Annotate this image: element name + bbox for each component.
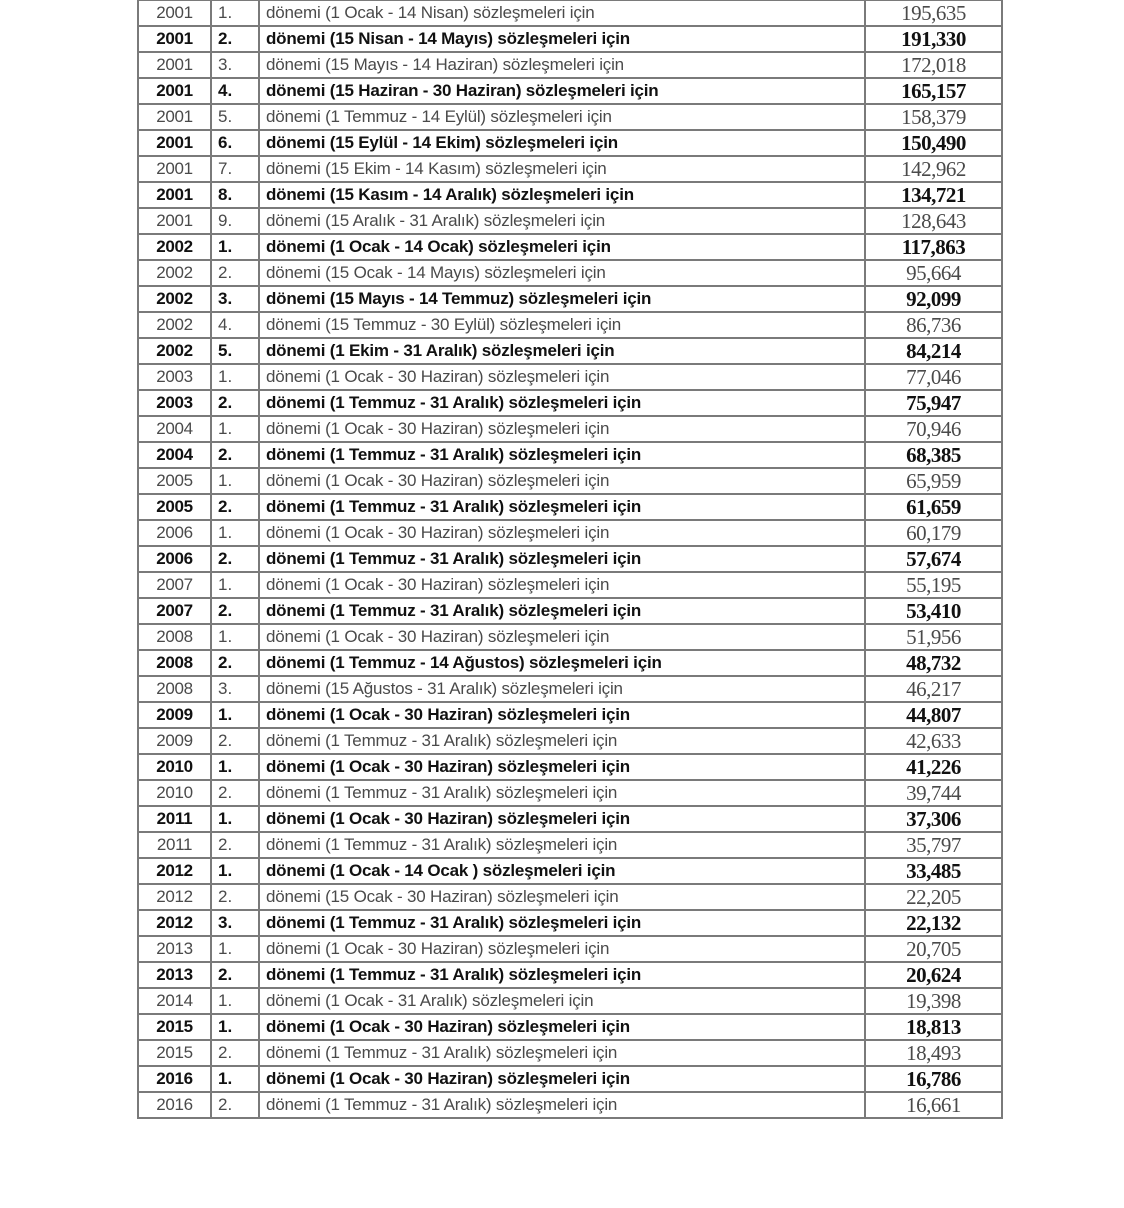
period-description-cell: dönemi (1 Temmuz - 31 Aralık) sözleşmeleri için <box>259 390 865 416</box>
period-description-cell: dönemi (15 Temmuz - 30 Eylül) sözleşmeleri için <box>259 312 865 338</box>
year-cell: 2008 <box>138 650 211 676</box>
year-cell: 2001 <box>138 0 211 26</box>
table-row <box>138 1014 1002 1040</box>
period-number-cell: 2. <box>211 546 259 572</box>
table-row <box>138 182 1002 208</box>
year-cell: 2010 <box>138 780 211 806</box>
period-number-cell: 1. <box>211 364 259 390</box>
value-cell: 165,157 <box>865 78 1002 104</box>
year-cell: 2001 <box>138 26 211 52</box>
year-cell: 2001 <box>138 78 211 104</box>
value-cell: 70,946 <box>865 416 1002 442</box>
period-number-cell: 1. <box>211 754 259 780</box>
period-number-cell: 1. <box>211 624 259 650</box>
table-row <box>138 494 1002 520</box>
table-row <box>138 546 1002 572</box>
period-number-cell: 1. <box>211 572 259 598</box>
year-cell: 2001 <box>138 130 211 156</box>
period-description-cell: dönemi (15 Eylül - 14 Ekim) sözleşmeleri için <box>259 130 865 156</box>
period-description-cell: dönemi (1 Temmuz - 14 Ağustos) sözleşmeleri için <box>259 650 865 676</box>
period-description-cell: dönemi (15 Mayıs - 14 Haziran) sözleşmeleri için <box>259 52 865 78</box>
value-cell: 150,490 <box>865 130 1002 156</box>
period-number-cell: 2. <box>211 598 259 624</box>
year-cell: 2001 <box>138 52 211 78</box>
table-row <box>138 858 1002 884</box>
year-cell: 2011 <box>138 806 211 832</box>
value-cell: 41,226 <box>865 754 1002 780</box>
value-cell: 19,398 <box>865 988 1002 1014</box>
year-cell: 2005 <box>138 494 211 520</box>
value-cell: 95,664 <box>865 260 1002 286</box>
period-description-cell: dönemi (1 Ocak - 14 Nisan) sözleşmeleri için <box>259 0 865 26</box>
period-description-cell: dönemi (1 Temmuz - 31 Aralık) sözleşmeleri için <box>259 780 865 806</box>
period-number-cell: 2. <box>211 650 259 676</box>
table-row <box>138 26 1002 52</box>
table-row <box>138 988 1002 1014</box>
period-number-cell: 3. <box>211 676 259 702</box>
value-cell: 39,744 <box>865 780 1002 806</box>
table-row <box>138 650 1002 676</box>
value-cell: 191,330 <box>865 26 1002 52</box>
period-description-cell: dönemi (15 Kasım - 14 Aralık) sözleşmeleri için <box>259 182 865 208</box>
value-cell: 22,205 <box>865 884 1002 910</box>
period-number-cell: 1. <box>211 0 259 26</box>
table-row <box>138 624 1002 650</box>
table-row <box>138 416 1002 442</box>
period-number-cell: 4. <box>211 78 259 104</box>
table-row <box>138 260 1002 286</box>
year-cell: 2015 <box>138 1014 211 1040</box>
value-cell: 44,807 <box>865 702 1002 728</box>
year-cell: 2002 <box>138 312 211 338</box>
year-cell: 2002 <box>138 338 211 364</box>
period-description-cell: dönemi (1 Temmuz - 14 Eylül) sözleşmeleri için <box>259 104 865 130</box>
period-number-cell: 5. <box>211 338 259 364</box>
period-number-cell: 1. <box>211 520 259 546</box>
table-row <box>138 390 1002 416</box>
period-number-cell: 7. <box>211 156 259 182</box>
table-row <box>138 468 1002 494</box>
year-cell: 2004 <box>138 416 211 442</box>
year-cell: 2009 <box>138 728 211 754</box>
period-number-cell: 3. <box>211 286 259 312</box>
period-description-cell: dönemi (1 Temmuz - 31 Aralık) sözleşmeleri için <box>259 546 865 572</box>
period-description-cell: dönemi (1 Temmuz - 31 Aralık) sözleşmeleri için <box>259 728 865 754</box>
rate-table <box>137 0 1003 1119</box>
table-row <box>138 780 1002 806</box>
period-description-cell: dönemi (1 Temmuz - 31 Aralık) sözleşmeleri için <box>259 598 865 624</box>
table-row <box>138 884 1002 910</box>
table-row <box>138 442 1002 468</box>
period-description-cell: dönemi (1 Temmuz - 31 Aralık) sözleşmeleri için <box>259 962 865 988</box>
table-row <box>138 832 1002 858</box>
period-description-cell: dönemi (1 Ocak - 30 Haziran) sözleşmeleri için <box>259 364 865 390</box>
period-number-cell: 5. <box>211 104 259 130</box>
period-description-cell: dönemi (1 Ocak - 14 Ocak ) sözleşmeleri için <box>259 858 865 884</box>
period-number-cell: 2. <box>211 1040 259 1066</box>
table-row <box>138 338 1002 364</box>
period-description-cell: dönemi (1 Temmuz - 31 Aralık) sözleşmeleri için <box>259 910 865 936</box>
value-cell: 20,624 <box>865 962 1002 988</box>
period-number-cell: 2. <box>211 494 259 520</box>
period-description-cell: dönemi (15 Ekim - 14 Kasım) sözleşmeleri için <box>259 156 865 182</box>
period-description-cell: dönemi (15 Mayıs - 14 Temmuz) sözleşmeleri için <box>259 286 865 312</box>
table-row <box>138 676 1002 702</box>
value-cell: 55,195 <box>865 572 1002 598</box>
year-cell: 2011 <box>138 832 211 858</box>
scanned-document <box>137 0 988 1119</box>
value-cell: 65,959 <box>865 468 1002 494</box>
period-description-cell: dönemi (15 Ağustos - 31 Aralık) sözleşmeleri için <box>259 676 865 702</box>
year-cell: 2012 <box>138 910 211 936</box>
period-number-cell: 8. <box>211 182 259 208</box>
year-cell: 2002 <box>138 260 211 286</box>
value-cell: 61,659 <box>865 494 1002 520</box>
period-number-cell: 2. <box>211 390 259 416</box>
period-description-cell: dönemi (1 Temmuz - 31 Aralık) sözleşmeleri için <box>259 1092 865 1118</box>
value-cell: 20,705 <box>865 936 1002 962</box>
period-number-cell: 1. <box>211 988 259 1014</box>
period-number-cell: 1. <box>211 234 259 260</box>
year-cell: 2001 <box>138 104 211 130</box>
year-cell: 2012 <box>138 858 211 884</box>
value-cell: 22,132 <box>865 910 1002 936</box>
table-row <box>138 1092 1002 1118</box>
period-number-cell: 2. <box>211 1092 259 1118</box>
table-row <box>138 754 1002 780</box>
table-row <box>138 572 1002 598</box>
table-row <box>138 130 1002 156</box>
year-cell: 2007 <box>138 572 211 598</box>
year-cell: 2002 <box>138 234 211 260</box>
value-cell: 134,721 <box>865 182 1002 208</box>
year-cell: 2015 <box>138 1040 211 1066</box>
period-description-cell: dönemi (1 Ocak - 30 Haziran) sözleşmeleri için <box>259 468 865 494</box>
period-description-cell: dönemi (1 Ocak - 30 Haziran) sözleşmeleri için <box>259 1066 865 1092</box>
year-cell: 2005 <box>138 468 211 494</box>
value-cell: 18,493 <box>865 1040 1002 1066</box>
year-cell: 2006 <box>138 546 211 572</box>
period-description-cell: dönemi (1 Ocak - 30 Haziran) sözleşmeleri için <box>259 624 865 650</box>
value-cell: 48,732 <box>865 650 1002 676</box>
period-number-cell: 1. <box>211 858 259 884</box>
year-cell: 2007 <box>138 598 211 624</box>
period-number-cell: 1. <box>211 1066 259 1092</box>
year-cell: 2001 <box>138 208 211 234</box>
period-description-cell: dönemi (1 Temmuz - 31 Aralık) sözleşmeleri için <box>259 442 865 468</box>
table-row <box>138 1040 1002 1066</box>
period-description-cell: dönemi (1 Ocak - 30 Haziran) sözleşmeleri için <box>259 520 865 546</box>
period-description-cell: dönemi (1 Ocak - 30 Haziran) sözleşmeleri için <box>259 754 865 780</box>
period-description-cell: dönemi (15 Ocak - 14 Mayıs) sözleşmeleri için <box>259 260 865 286</box>
table-row <box>138 520 1002 546</box>
table-row <box>138 156 1002 182</box>
period-number-cell: 3. <box>211 910 259 936</box>
year-cell: 2001 <box>138 182 211 208</box>
year-cell: 2003 <box>138 364 211 390</box>
period-description-cell: dönemi (1 Ocak - 30 Haziran) sözleşmeleri için <box>259 936 865 962</box>
value-cell: 18,813 <box>865 1014 1002 1040</box>
year-cell: 2016 <box>138 1066 211 1092</box>
value-cell: 60,179 <box>865 520 1002 546</box>
value-cell: 77,046 <box>865 364 1002 390</box>
value-cell: 53,410 <box>865 598 1002 624</box>
period-number-cell: 2. <box>211 26 259 52</box>
table-row <box>138 728 1002 754</box>
value-cell: 86,736 <box>865 312 1002 338</box>
period-number-cell: 2. <box>211 832 259 858</box>
value-cell: 16,661 <box>865 1092 1002 1118</box>
period-number-cell: 2. <box>211 962 259 988</box>
value-cell: 128,643 <box>865 208 1002 234</box>
value-cell: 75,947 <box>865 390 1002 416</box>
period-number-cell: 3. <box>211 52 259 78</box>
value-cell: 142,962 <box>865 156 1002 182</box>
year-cell: 2012 <box>138 884 211 910</box>
table-row <box>138 910 1002 936</box>
value-cell: 42,633 <box>865 728 1002 754</box>
value-cell: 92,099 <box>865 286 1002 312</box>
table-row <box>138 702 1002 728</box>
period-number-cell: 4. <box>211 312 259 338</box>
period-description-cell: dönemi (1 Temmuz - 31 Aralık) sözleşmeleri için <box>259 1040 865 1066</box>
value-cell: 57,674 <box>865 546 1002 572</box>
value-cell: 195,635 <box>865 0 1002 26</box>
table-row <box>138 806 1002 832</box>
table-row <box>138 104 1002 130</box>
table-row <box>138 234 1002 260</box>
period-description-cell: dönemi (1 Ocak - 31 Aralık) sözleşmeleri için <box>259 988 865 1014</box>
period-description-cell: dönemi (1 Ekim - 31 Aralık) sözleşmeleri için <box>259 338 865 364</box>
period-number-cell: 1. <box>211 1014 259 1040</box>
period-number-cell: 2. <box>211 260 259 286</box>
value-cell: 84,214 <box>865 338 1002 364</box>
period-description-cell: dönemi (15 Haziran - 30 Haziran) sözleşmeleri için <box>259 78 865 104</box>
table-row <box>138 962 1002 988</box>
year-cell: 2014 <box>138 988 211 1014</box>
year-cell: 2010 <box>138 754 211 780</box>
year-cell: 2016 <box>138 1092 211 1118</box>
value-cell: 33,485 <box>865 858 1002 884</box>
value-cell: 51,956 <box>865 624 1002 650</box>
value-cell: 37,306 <box>865 806 1002 832</box>
table-row <box>138 1066 1002 1092</box>
period-description-cell: dönemi (1 Ocak - 14 Ocak) sözleşmeleri için <box>259 234 865 260</box>
year-cell: 2008 <box>138 676 211 702</box>
year-cell: 2002 <box>138 286 211 312</box>
value-cell: 68,385 <box>865 442 1002 468</box>
period-number-cell: 2. <box>211 884 259 910</box>
period-number-cell: 1. <box>211 936 259 962</box>
year-cell: 2013 <box>138 962 211 988</box>
period-number-cell: 2. <box>211 442 259 468</box>
period-description-cell: dönemi (1 Ocak - 30 Haziran) sözleşmeleri için <box>259 416 865 442</box>
period-description-cell: dönemi (1 Ocak - 30 Haziran) sözleşmeleri için <box>259 806 865 832</box>
period-number-cell: 9. <box>211 208 259 234</box>
value-cell: 117,863 <box>865 234 1002 260</box>
table-row <box>138 208 1002 234</box>
period-description-cell: dönemi (1 Ocak - 30 Haziran) sözleşmeleri için <box>259 572 865 598</box>
year-cell: 2003 <box>138 390 211 416</box>
value-cell: 16,786 <box>865 1066 1002 1092</box>
period-description-cell: dönemi (1 Temmuz - 31 Aralık) sözleşmeleri için <box>259 832 865 858</box>
table-row <box>138 78 1002 104</box>
table-row <box>138 286 1002 312</box>
period-description-cell: dönemi (15 Aralık - 31 Aralık) sözleşmeleri için <box>259 208 865 234</box>
value-cell: 172,018 <box>865 52 1002 78</box>
rate-table-body <box>138 0 1002 1118</box>
table-row <box>138 0 1002 26</box>
period-description-cell: dönemi (1 Ocak - 30 Haziran) sözleşmeleri için <box>259 702 865 728</box>
year-cell: 2001 <box>138 156 211 182</box>
year-cell: 2008 <box>138 624 211 650</box>
period-description-cell: dönemi (1 Temmuz - 31 Aralık) sözleşmeleri için <box>259 494 865 520</box>
table-row <box>138 52 1002 78</box>
value-cell: 158,379 <box>865 104 1002 130</box>
year-cell: 2009 <box>138 702 211 728</box>
year-cell: 2004 <box>138 442 211 468</box>
value-cell: 35,797 <box>865 832 1002 858</box>
table-row <box>138 936 1002 962</box>
period-number-cell: 1. <box>211 468 259 494</box>
period-description-cell: dönemi (1 Ocak - 30 Haziran) sözleşmeleri için <box>259 1014 865 1040</box>
period-description-cell: dönemi (15 Ocak - 30 Haziran) sözleşmeleri için <box>259 884 865 910</box>
table-row <box>138 364 1002 390</box>
period-number-cell: 2. <box>211 780 259 806</box>
year-cell: 2006 <box>138 520 211 546</box>
period-number-cell: 1. <box>211 702 259 728</box>
period-description-cell: dönemi (15 Nisan - 14 Mayıs) sözleşmeleri için <box>259 26 865 52</box>
period-number-cell: 1. <box>211 416 259 442</box>
table-row <box>138 598 1002 624</box>
year-cell: 2013 <box>138 936 211 962</box>
period-number-cell: 2. <box>211 728 259 754</box>
table-row <box>138 312 1002 338</box>
value-cell: 46,217 <box>865 676 1002 702</box>
period-number-cell: 1. <box>211 806 259 832</box>
period-number-cell: 6. <box>211 130 259 156</box>
